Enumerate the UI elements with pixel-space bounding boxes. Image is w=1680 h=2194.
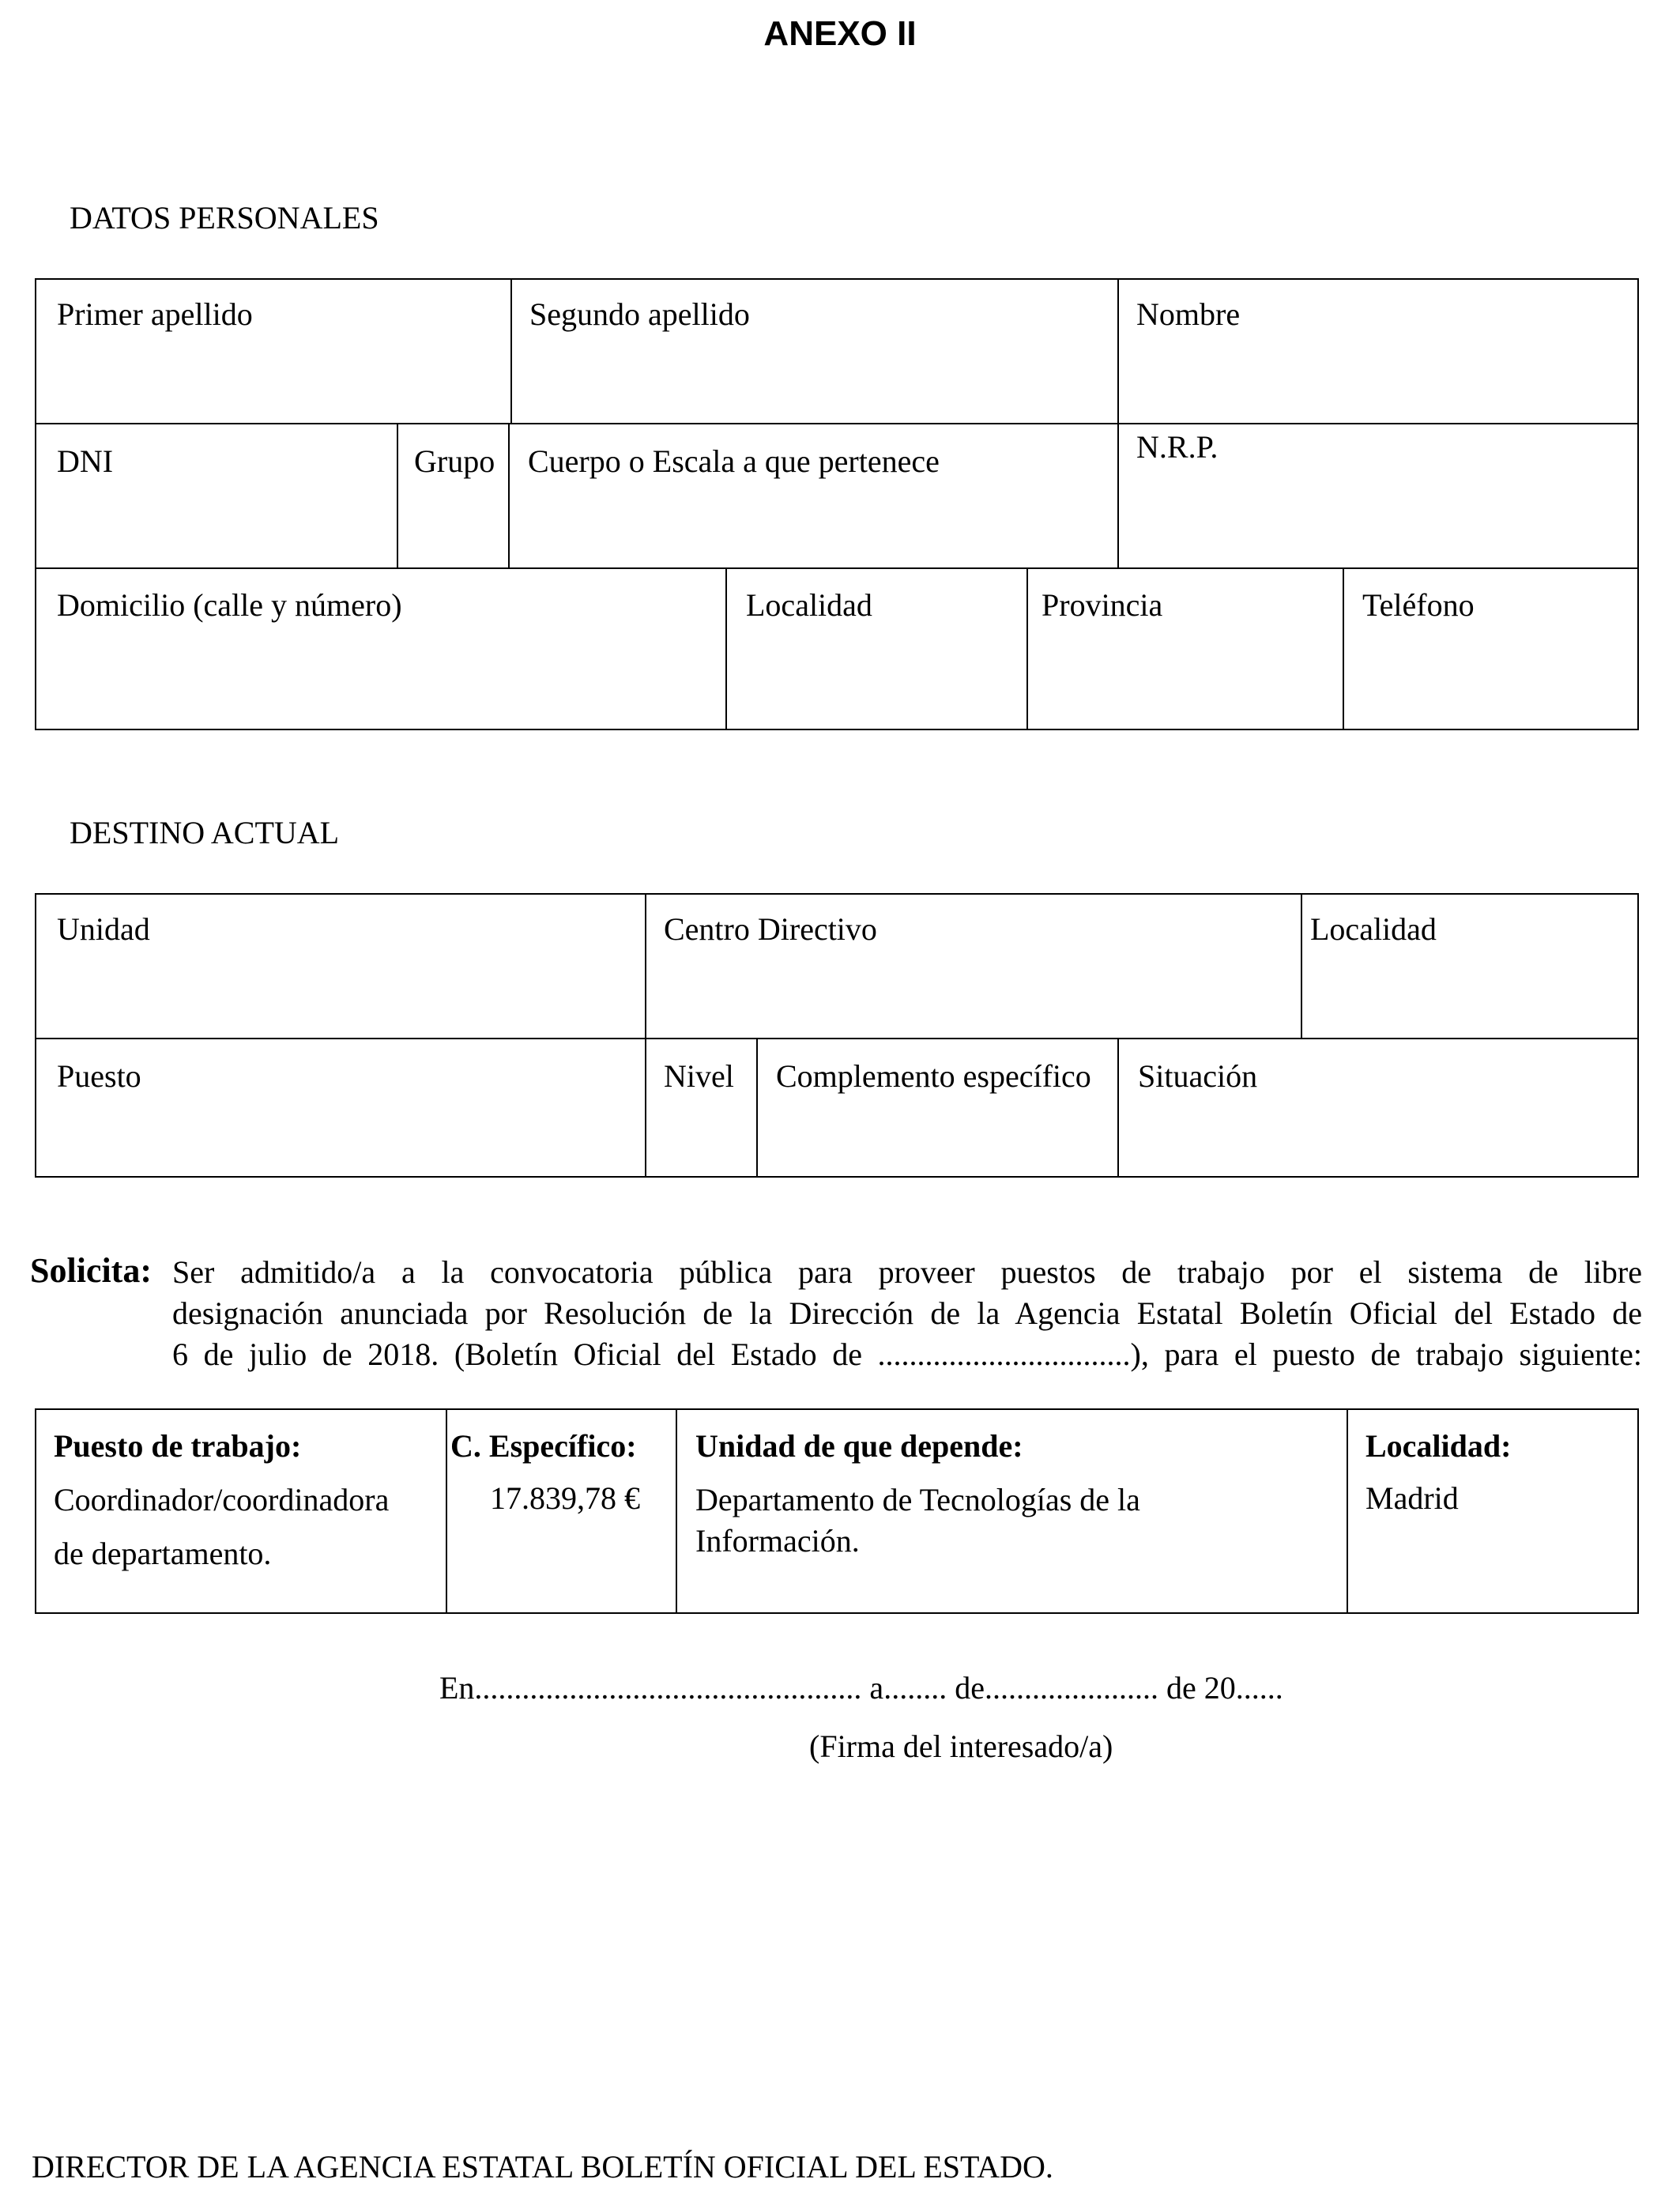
datos-personales-table bbox=[35, 278, 1639, 730]
col-divider bbox=[725, 568, 727, 730]
value-puesto-line-1: Coordinador/coordinadora bbox=[54, 1482, 390, 1517]
field-segundo-apellido[interactable]: Segundo apellido bbox=[529, 296, 750, 332]
signature-caption: (Firma del interesado/a) bbox=[809, 1728, 1113, 1764]
col-divider bbox=[756, 1039, 758, 1178]
field-nombre[interactable]: Nombre bbox=[1136, 296, 1241, 332]
header-c-especifico: C. Específico: bbox=[450, 1428, 637, 1464]
value-puesto-line-2: de departamento. bbox=[54, 1536, 272, 1571]
field-dni[interactable]: DNI bbox=[57, 443, 114, 479]
col-divider bbox=[1117, 1039, 1119, 1178]
solicita-line-3: 6 de julio de 2018. (Boletín Oficial del Estado de ................................), para el puesto de trabajo siguiente: bbox=[172, 1336, 1642, 1372]
field-localidad-destino[interactable]: Localidad bbox=[1310, 911, 1437, 947]
field-localidad[interactable]: Localidad bbox=[746, 587, 872, 623]
row-divider bbox=[35, 423, 1639, 424]
col-divider bbox=[1343, 568, 1344, 730]
field-cuerpo-escala[interactable]: Cuerpo o Escala a que pertenece bbox=[528, 443, 940, 479]
solicita-paragraph bbox=[172, 1252, 1642, 1375]
col-divider bbox=[397, 424, 398, 569]
value-unidad-line-2: Información. bbox=[695, 1523, 860, 1559]
col-divider bbox=[676, 1408, 677, 1614]
field-grupo[interactable]: Grupo bbox=[414, 443, 495, 479]
solicita-label: Solicita: bbox=[30, 1251, 152, 1290]
col-divider bbox=[645, 893, 646, 1178]
col-divider bbox=[1117, 278, 1119, 569]
solicita-line-2: designación anunciada por Resolución de la Dirección de la Agencia Estatal Boletín Oficial del Estado de bbox=[172, 1295, 1642, 1331]
col-divider bbox=[1026, 568, 1028, 730]
value-puesto-de-trabajo bbox=[54, 1473, 389, 1581]
value-unidad-line-1: Departamento de Tecnologías de la bbox=[695, 1482, 1140, 1517]
header-localidad: Localidad: bbox=[1365, 1428, 1512, 1464]
col-divider bbox=[1347, 1408, 1348, 1614]
col-divider bbox=[446, 1408, 447, 1614]
addressee-footer: DIRECTOR DE LA AGENCIA ESTATAL BOLETÍN OFICIAL DEL ESTADO. bbox=[32, 2149, 1053, 2185]
field-puesto[interactable]: Puesto bbox=[57, 1058, 141, 1094]
header-unidad-de-que-depende: Unidad de que depende: bbox=[695, 1428, 1023, 1464]
value-c-especifico: 17.839,78 € bbox=[490, 1480, 640, 1516]
value-localidad: Madrid bbox=[1365, 1480, 1459, 1516]
row-divider bbox=[35, 567, 1639, 569]
field-centro-directivo[interactable]: Centro Directivo bbox=[664, 911, 877, 947]
field-domicilio[interactable]: Domicilio (calle y número) bbox=[57, 587, 402, 623]
col-divider bbox=[508, 424, 510, 569]
field-primer-apellido[interactable]: Primer apellido bbox=[57, 296, 253, 332]
field-telefono[interactable]: Teléfono bbox=[1362, 587, 1475, 623]
row-divider bbox=[35, 1038, 1639, 1039]
field-situacion[interactable]: Situación bbox=[1138, 1058, 1258, 1094]
date-place-line[interactable]: En................................................. a........ de...................... de 20...... bbox=[439, 1670, 1283, 1706]
solicita-line-1: Ser admitido/a a la convocatoria pública para proveer puestos de trabajo por el sistema de libre bbox=[172, 1254, 1642, 1290]
field-complemento-especifico[interactable]: Complemento específico bbox=[776, 1058, 1091, 1094]
field-unidad[interactable]: Unidad bbox=[57, 911, 150, 947]
field-provincia[interactable]: Provincia bbox=[1042, 587, 1163, 623]
col-divider bbox=[510, 278, 512, 424]
field-nrp[interactable]: N.R.P. bbox=[1136, 429, 1219, 465]
header-puesto-de-trabajo: Puesto de trabajo: bbox=[54, 1428, 302, 1464]
col-divider bbox=[1301, 893, 1302, 1039]
section-heading-datos-personales: DATOS PERSONALES bbox=[70, 200, 379, 236]
field-nivel[interactable]: Nivel bbox=[664, 1058, 734, 1094]
value-unidad bbox=[695, 1480, 1140, 1562]
section-heading-destino-actual: DESTINO ACTUAL bbox=[70, 815, 340, 850]
page-title: ANEXO II bbox=[763, 14, 917, 53]
